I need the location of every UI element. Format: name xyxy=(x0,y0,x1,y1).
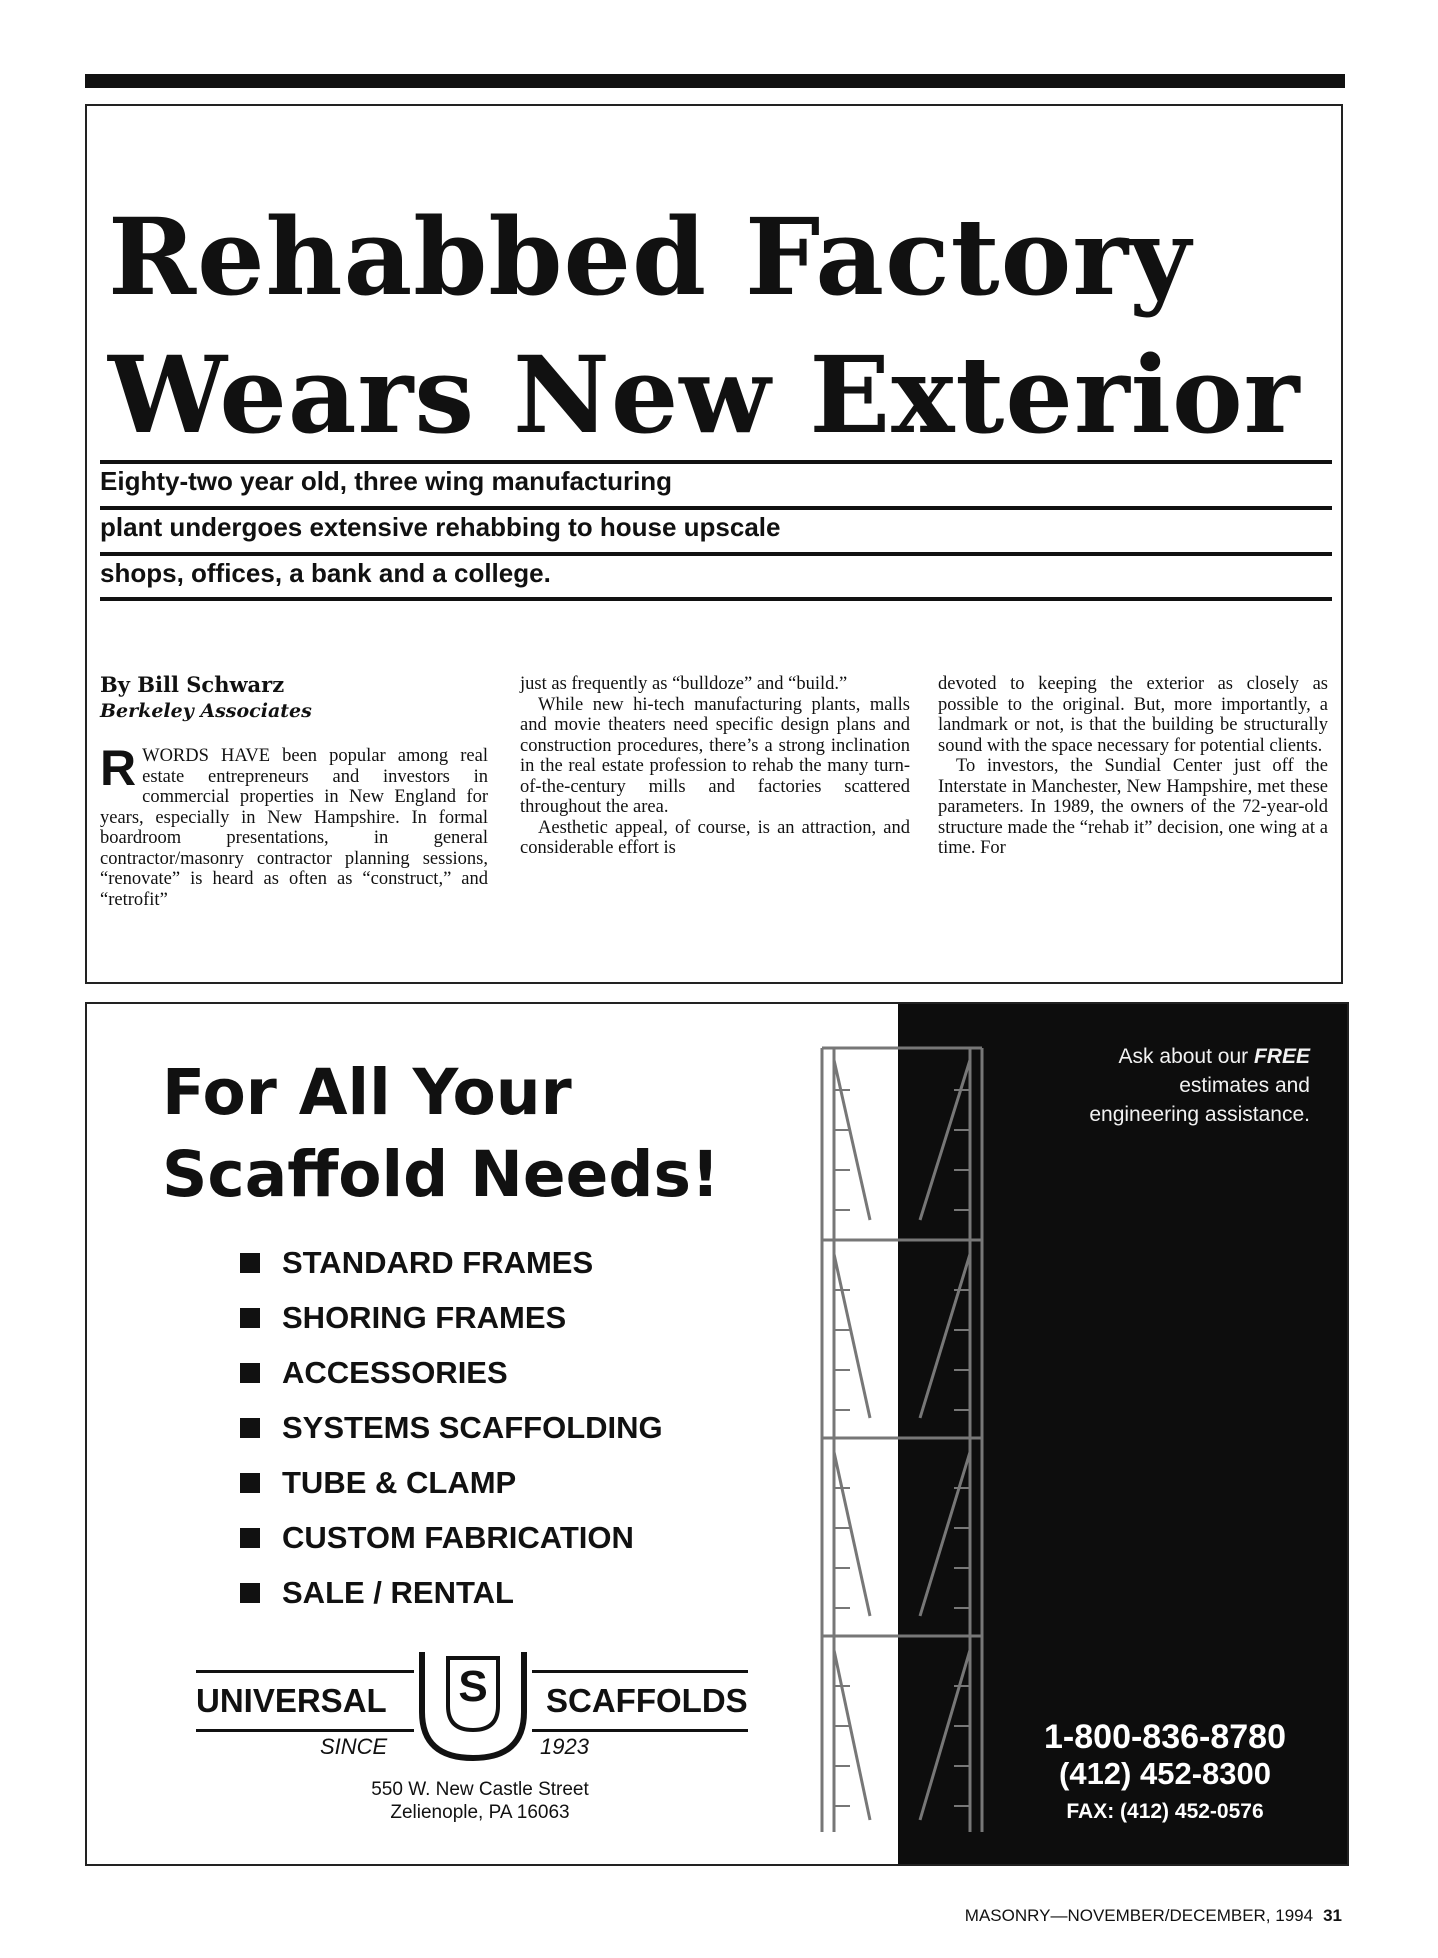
byline: By Bill Schwarz xyxy=(100,672,285,697)
ad-headline-line-2: Scaffold Needs! xyxy=(162,1138,720,1211)
bullet-square-icon xyxy=(240,1473,260,1493)
deck-rule xyxy=(100,506,1332,510)
logo-since: SINCE xyxy=(320,1734,388,1759)
logo-year: 1923 xyxy=(540,1734,589,1759)
column-2-paragraph: just as frequently as “bulldoze” and “build.” xyxy=(520,674,848,694)
headline-line-1: Rehabbed Factory xyxy=(108,194,1192,319)
note-line-2: estimates and xyxy=(1179,1074,1310,1097)
column-3-paragraph: devoted to keeping the exterior as closely as possible to the original. But, more importantly, a landmark or not, is that the building be structurally sound with the space necessary for potential clients. xyxy=(938,674,1328,756)
article-column-2 xyxy=(520,674,910,859)
list-item: SHORING FRAMES xyxy=(240,1290,663,1345)
drop-cap: R xyxy=(100,740,137,796)
page-number: 31 xyxy=(1323,1906,1342,1925)
phone-tollfree: 1-800-836-8780 xyxy=(1044,1718,1286,1756)
list-item: SYSTEMS SCAFFOLDING xyxy=(240,1400,663,1455)
deck-line-3: shops, offices, a bank and a college. xyxy=(100,558,551,588)
page-footer xyxy=(965,1906,1342,1926)
article-column-1 xyxy=(100,740,488,910)
company-address xyxy=(290,1778,670,1824)
logo-letter: S xyxy=(458,1662,488,1711)
bullet-square-icon xyxy=(240,1308,260,1328)
note-prefix: Ask about our xyxy=(1118,1045,1249,1068)
top-rule xyxy=(85,74,1345,88)
deck-rule xyxy=(100,552,1332,556)
product-list xyxy=(240,1235,663,1620)
column-2-paragraph: Aesthetic appeal, of course, is an attraction, and considerable effort is xyxy=(520,817,910,858)
list-item: CUSTOM FABRICATION xyxy=(240,1510,663,1565)
list-item: STANDARD FRAMES xyxy=(240,1235,663,1290)
bullet-square-icon xyxy=(240,1583,260,1603)
address-line-2: Zelienople, PA 16063 xyxy=(390,1802,570,1823)
bullet-square-icon xyxy=(240,1253,260,1273)
ad-headline xyxy=(162,1052,720,1216)
address-line-1: 550 W. New Castle Street xyxy=(371,1779,589,1800)
column-2-paragraph: While new hi-tech manufacturing plants, malls and movie theaters need specific design plans and construction procedures, there’s a strong inclination in the real estate profession to rehab the many turn-of-the-century mills and factories scattered throughout the area. xyxy=(520,694,910,817)
column-3-paragraph: To investors, the Sundial Center just off the Interstate in Manchester, New Hampshire, met these parameters. In 1989, the owners of the 72-year-old structure made the “rehab it” decision, one wing at a time. For xyxy=(938,756,1328,858)
bullet-square-icon xyxy=(240,1363,260,1383)
headline-line-2: Wears New Exterior xyxy=(108,332,1301,457)
list-item: ACCESSORIES xyxy=(240,1345,663,1400)
article-column-3 xyxy=(938,674,1328,859)
deck-line-1: Eighty-two year old, three wing manufacturing xyxy=(100,466,673,496)
scaffold-tower-illustration xyxy=(810,1040,990,1840)
deck-rule xyxy=(100,460,1332,464)
bullet-square-icon xyxy=(240,1528,260,1548)
phone-local: (412) 452-8300 xyxy=(1059,1756,1271,1791)
article-headline xyxy=(108,188,1328,464)
note-free: FREE xyxy=(1253,1045,1310,1068)
list-item: SALE / RENTAL xyxy=(240,1565,663,1620)
deck-line-2: plant undergoes extensive rehabbing to house upscale xyxy=(100,512,781,542)
bullet-square-icon xyxy=(240,1418,260,1438)
deck-rule xyxy=(100,597,1332,601)
column-1-paragraph: RWORDS HAVE been popular among real estate entrepreneurs and investors in commercial properties in New England for years, especially in New Hampshire. In formal boardroom presentations, in general contractor/masonry contractor planning sessions, “renovate” is heard as often as “construct,” and “retrofit” xyxy=(100,740,488,910)
list-item: TUBE & CLAMP xyxy=(240,1455,663,1510)
logo-scaffolds: SCAFFOLDS xyxy=(546,1682,748,1719)
publication-info: MASONRY—NOVEMBER/DECEMBER, 1994 xyxy=(964,1906,1314,1925)
author-affiliation: Berkeley Associates xyxy=(100,700,312,722)
ad-headline-line-1: For All Your xyxy=(162,1056,572,1129)
note-line-3: engineering assistance. xyxy=(1089,1103,1310,1126)
ad-offer-note xyxy=(1000,1042,1310,1129)
logo-universal: UNIVERSAL xyxy=(196,1682,387,1719)
fax-number: FAX: (412) 452-0576 xyxy=(1066,1800,1264,1823)
